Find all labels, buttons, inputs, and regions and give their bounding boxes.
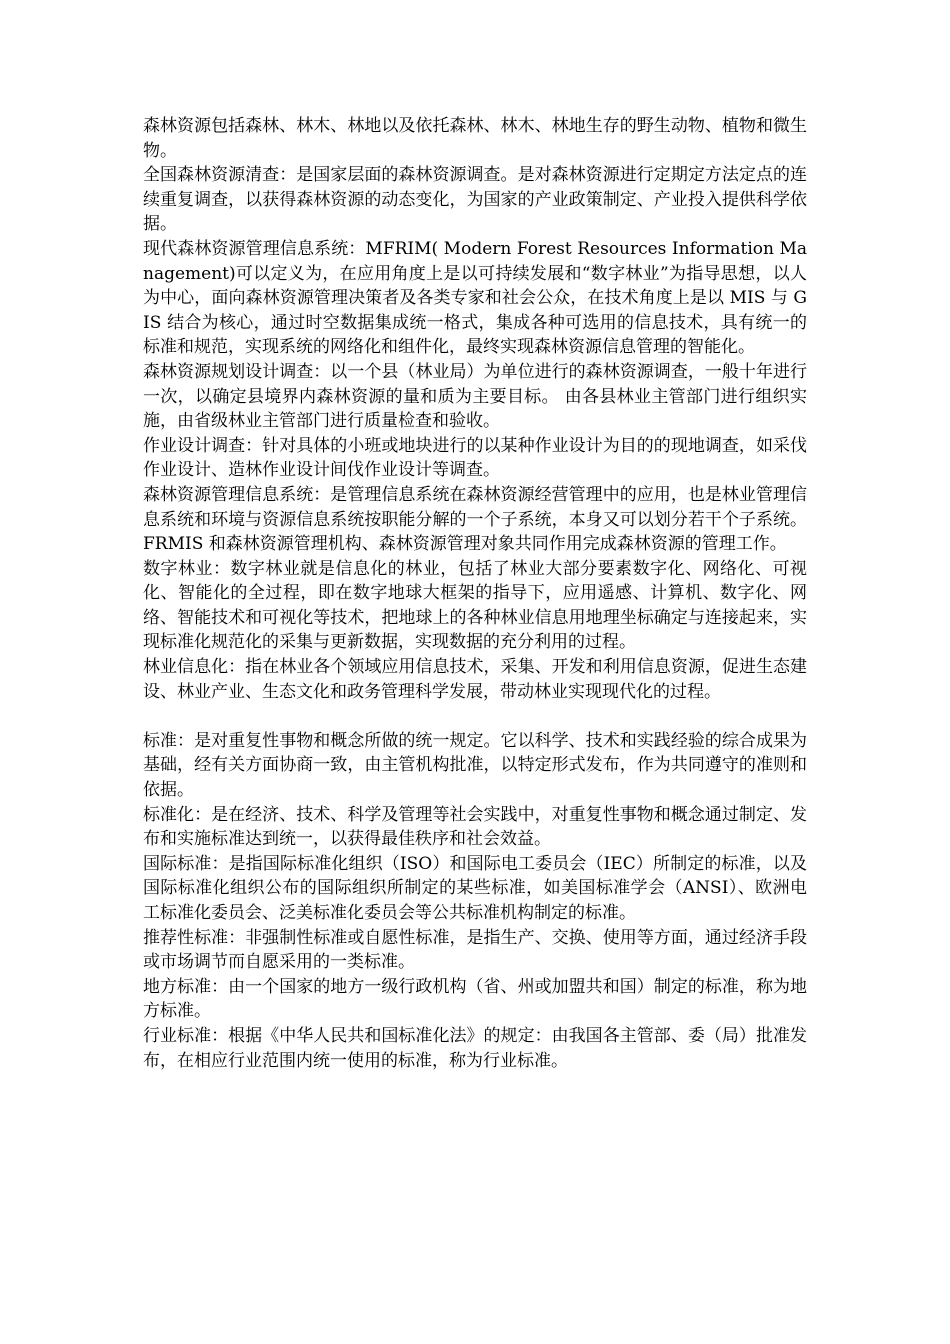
paragraph-forest-resources: 森林资源包括森林、林木、林地以及依托森林、林木、林地生存的野生动物、植物和微生物。 [143, 116, 807, 161]
paragraph-local-standard: 地方标准：由一个国家的地方一级行政机构（省、州或加盟共和国）制定的标准，称为地方标准。 [143, 976, 807, 1022]
paragraph-planning-survey: 森林资源规划设计调查：以一个县（林业局）为单位进行的森林资源调查，一般十年进行一次，以确定县境界内森林资源的量和质为主要目标。 由各县林业主管部门进行组织实施，由省级林业主管部门进行质量检查和验收。 [143, 361, 807, 432]
paragraph-recommended-standard: 推荐性标准：非强制性标准或自愿性标准，是指生产、交换、使用等方面，通过经济手段或市场调节而自愿采用的一类标准。 [143, 927, 807, 973]
paragraph-frmis: 森林资源管理信息系统：是管理信息系统在森林资源经营管理中的应用，也是林业管理信息系统和环境与资源信息系统按职能分解的一个子系统，本身又可以划分若干个子系统。FRMIS 和森林资源管理机构、森林资源管理对象共同作用完成森林资源的管理工作。 [143, 484, 807, 555]
paragraph-spacer [143, 704, 807, 729]
paragraph-forestry-informatization: 林业信息化：指在林业各个领域应用信息技术，采集、开发和利用信息资源，促进生态建设、林业产业、生态文化和政务管理科学发展，带动林业实现现代化的过程。 [143, 657, 807, 702]
paragraph-industry-standard: 行业标准：根据《中华人民共和国标准化法》的规定：由我国各主管部、委（局）批准发布，在相应行业范围内统一使用的标准，称为行业标准。 [143, 1025, 807, 1071]
paragraph-national-inventory: 全国森林资源清查：是国家层面的森林资源调查。是对森林资源进行定期定方法定点的连续重复调查，以获得森林资源的动态变化，为国家的产业政策制定、产业投入提供科学依据。 [143, 165, 807, 235]
paragraph-operation-survey: 作业设计调查：针对具体的小班或地块进行的以某种作业设计为目的的现地调查，如采伐作业设计、造林作业设计间伐作业设计等调查。 [143, 435, 807, 481]
paragraph-standard: 标准：是对重复性事物和概念所做的统一规定。它以科学、技术和实践经验的综合成果为基础，经有关方面协商一致，由主管机构批准，以特定形式发布，作为共同遵守的准则和依据。 [143, 730, 807, 801]
document-page [143, 114, 807, 1073]
paragraph-standardization: 标准化：是在经济、技术、科学及管理等社会实践中，对重复性事物和概念通过制定、发布和实施标准达到统一，以获得最佳秩序和社会效益。 [143, 804, 807, 850]
paragraph-international-standard: 国际标准：是指国际标准化组织（ISO）和国际电工委员会（IEC）所制定的标准，以及国际标准化组织公布的国际组织所制定的某些标准，如美国标准学会（ANSI）、欧洲电工标准化委员会、泛美标准化委员会等公共标准机构制定的标准。 [143, 853, 807, 923]
paragraph-mfrim: 现代森林资源管理信息系统：MFRIM( Modern Forest Resources Information Management)可以定义为，在应用角度上是以可持续发展和“数字林业”为指导思想，以人为中心，面向森林资源管理决策者及各类专家和社会公众，在技术角度上是以 MIS 与 GIS 结合为核心，通过时空数据集成统一格式，集成各种可选用的信息技术，具有统一的标准和规范，实现系统的网络化和组件化，最终实现森林资源信息管理的智能化。 [143, 238, 807, 358]
paragraph-digital-forestry: 数字林业：数字林业就是信息化的林业，包括了林业大部分要素数字化、网络化、可视化、智能化的全过程，即在数字地球大框架的指导下，应用遥感、计算机、数字化、网络、智能技术和可视化等技术，把地球上的各种林业信息用地理坐标确定与连接起来，实现标准化规范化的采集与更新数据，实现数据的充分利用的过程。 [143, 558, 807, 653]
